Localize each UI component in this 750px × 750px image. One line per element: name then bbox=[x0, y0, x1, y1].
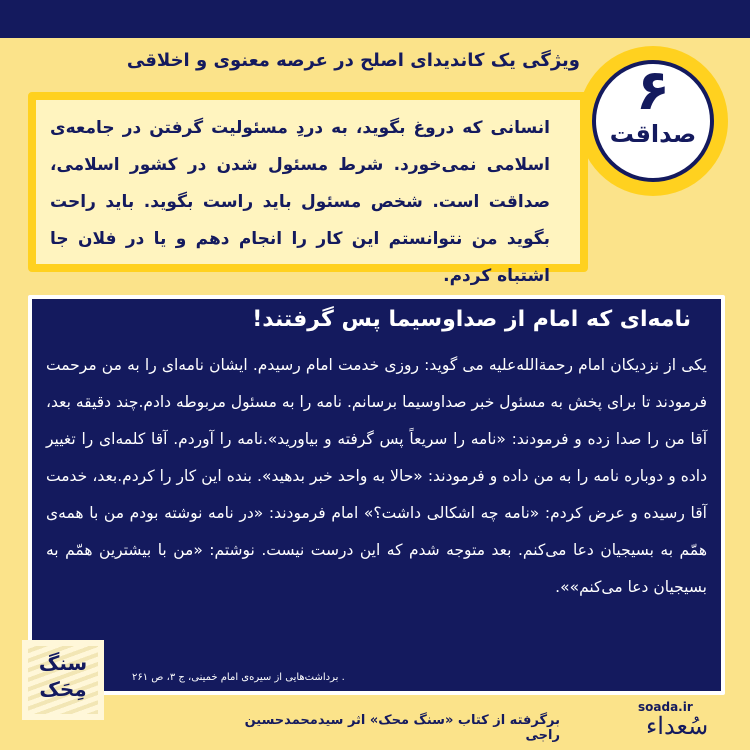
logo-line-1: سنگ bbox=[38, 651, 88, 675]
intro-text: انسانی که دروغ بگوید، به دردِ مسئولیت گرفتن در جامعه‌ی اسلامی نمی‌خورد. شرط مسئول شدن در کشور اسلامی، صداقت است. شخص مسئول باید راست بگوید. باید راحت بگوید من نتوانستم این کار را انجام دهم و یا در فلان جا اشتباه کردم. bbox=[50, 118, 550, 286]
top-bar bbox=[0, 0, 750, 38]
brand-logo bbox=[638, 700, 738, 744]
topic-badge bbox=[592, 60, 714, 182]
story-title: نامه‌ای که امام از صداوسیما پس گرفتند! bbox=[252, 307, 691, 332]
badge-title: صداقت bbox=[609, 120, 697, 148]
story-body: یکی از نزدیکان امام رحمةالله‌علیه می گوید: روزی خدمت امام رسیدم. ایشان نامه‌ای را به من مرحمت فرمودند تا برای پخش به مسئول خبر صداوسیما برسانم. نامه را به مسئول مربوطه دادم.چند دقیقه بعد، آقا من را صدا زده و فرمودند: «نامه را سریعاً پس گرفته و بیاورید».نامه را آوردم. آقا کلمه‌ای را تغییر داده و دوباره نامه را به من داده و فرمودند: «حالا به واحد خبر بدهید». بنده این کار را کردم.بعد، خدمت آقا رسیده و عرض کردم: «نامه چه اشکالی داشت؟» امام فرمودند: «در نامه نوشته بودم من با همه‌ی همّم به بسیجیان دعا می‌کنم. بعد متوجه شدم که این درست نیست. نوشتم: «من با بیشترین همّم به بسیجیان دعا می‌کنم»». bbox=[46, 356, 707, 596]
logo-text bbox=[22, 650, 104, 702]
brand-url: soada.ir bbox=[638, 700, 693, 714]
logo-line-2: مِحَک bbox=[39, 677, 87, 701]
badge-number: ۶ bbox=[635, 58, 671, 123]
brand-name: سُعداء bbox=[646, 712, 709, 740]
subtitle: ویژگی یک کاندیدای اصلح در عرصه معنوی و اخلاقی bbox=[126, 50, 580, 71]
intro-card bbox=[28, 92, 588, 286]
story-panel bbox=[28, 295, 725, 695]
footer-credit: برگرفته از کتاب «سنگ محک» اثر سیدمحمدحسین راجی bbox=[244, 713, 560, 743]
source-note: . برداشت‌هایی از سیره‌ی امام خمینی، ج ۳، ص ۲۶۱ bbox=[132, 672, 345, 683]
book-logo bbox=[22, 640, 104, 720]
